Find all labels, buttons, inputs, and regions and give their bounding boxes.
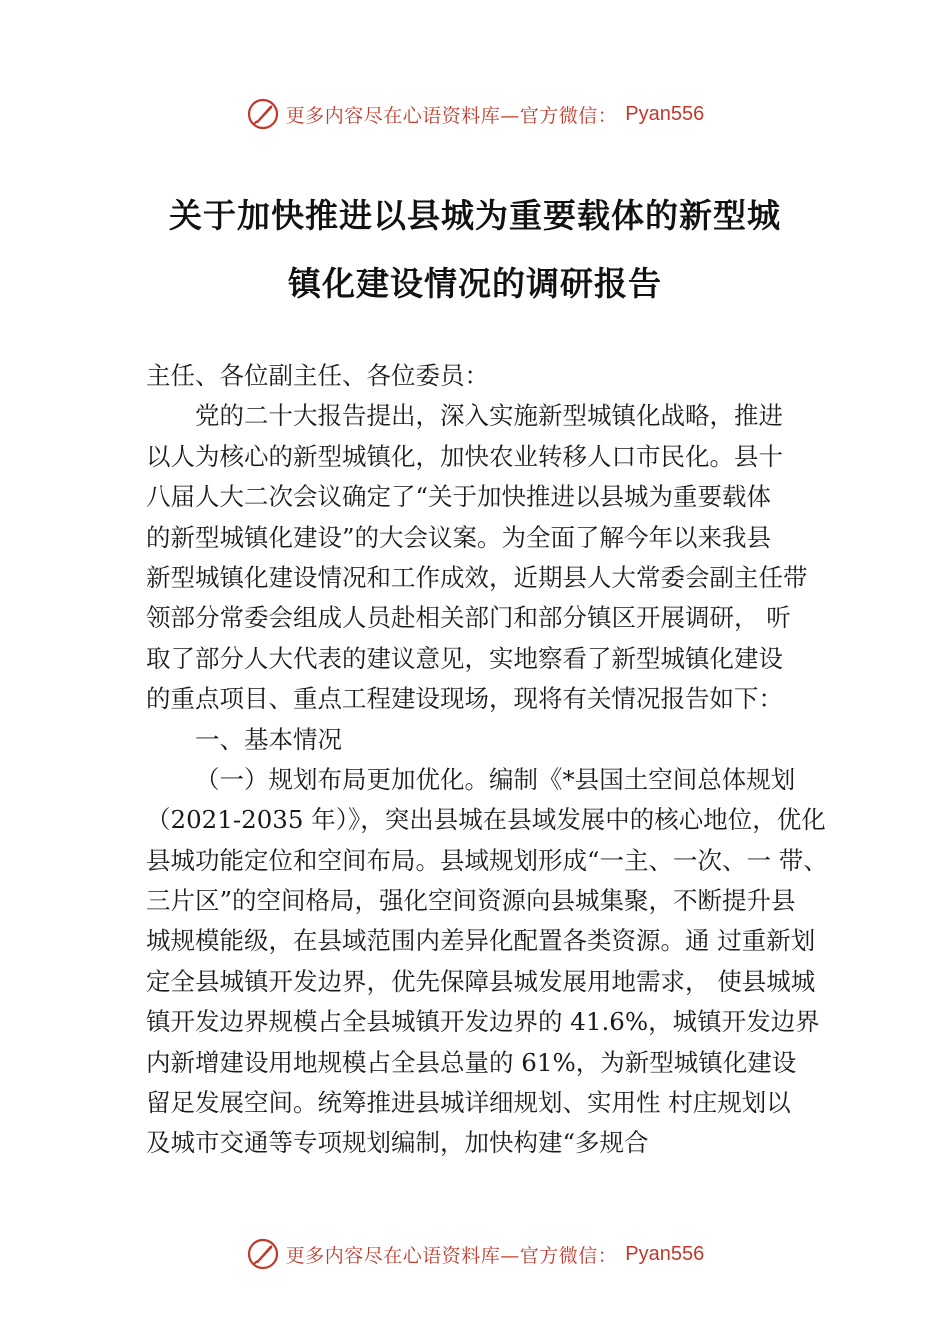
body-line: 取了部分人大代表的建议意见，实地察看了新型城镇化建设 xyxy=(146,643,783,673)
body-line: 内新增建设用地规模占全县总量的 61%，为新型城镇化建设 xyxy=(146,1047,797,1077)
watermark-wechat-id: Pyan556 xyxy=(625,102,705,125)
body-line: 的新型城镇化建设”的大会议案。为全面了解今年以来我县 xyxy=(146,522,772,552)
quill-seal-logo-icon xyxy=(246,97,280,131)
salutation: 主任、各位副主任、各位委员： xyxy=(146,361,489,390)
subsection-heading-line: （一）规划布局更加优化。编制《*县国土空间总体规划 xyxy=(195,764,796,794)
body-line: （2021-2035 年）》，突出县城在县域发展中的核心地位，优化 xyxy=(146,805,826,835)
body-line: 城规模能级，在县域范围内差异化配置各类资源。通 过重新划 xyxy=(146,926,816,956)
body-line: 领部分常委会组成人员赴相关部门和部分镇区开展调研， 听 xyxy=(146,603,791,633)
header-watermark xyxy=(0,92,950,136)
body-line: 新型城镇化建设情况和工作成效，近期县人大常委会副主任带 xyxy=(146,562,808,592)
body-line: 三片区”的空间格局，强化空间资源向县城集聚，不断提升县 xyxy=(146,886,796,916)
section-heading: 一、基本情况 xyxy=(195,724,342,754)
watermark-text: 更多内容尽在心语资料库—官方微信： xyxy=(285,1244,618,1267)
body-line: 的重点项目、重点工程建设现场，现将有关情况报告如下： xyxy=(146,684,783,714)
watermark-text: 更多内容尽在心语资料库—官方微信： xyxy=(285,104,618,127)
body-line: 镇开发边界规模占全县城镇开发边界的 41.6%，城镇开发边界 xyxy=(146,1007,820,1037)
body-line: 以人为核心的新型城镇化，加快农业转移人口市民化。县十 xyxy=(146,441,783,471)
body-line: 留足发展空间。统筹推进县城详细规划、实用性 村庄规划以 xyxy=(146,1088,791,1118)
document-title-line-2: 镇化建设情况的调研报告 xyxy=(288,264,662,303)
document-title-line-1: 关于加快推进以县城为重要载体的新型城 xyxy=(169,196,781,235)
watermark-wechat-id: Pyan556 xyxy=(625,1242,705,1265)
body-line: 八届人大二次会议确定了“关于加快推进以县城为重要载体 xyxy=(146,482,772,512)
document-body xyxy=(146,356,836,1164)
body-line: 及城市交通等专项规划编制，加快构建“多规合 xyxy=(146,1128,649,1158)
body-line: 县城功能定位和空间布局。县域规划形成“一主、一次、一 带、 xyxy=(146,845,828,875)
quill-seal-logo-icon xyxy=(246,1237,280,1271)
body-line: 定全县城镇开发边界，优先保障县城发展用地需求， 使县城城 xyxy=(146,966,816,996)
body-line: 党的二十大报告提出，深入实施新型城镇化战略，推进 xyxy=(195,401,783,431)
footer-watermark xyxy=(0,1232,950,1276)
